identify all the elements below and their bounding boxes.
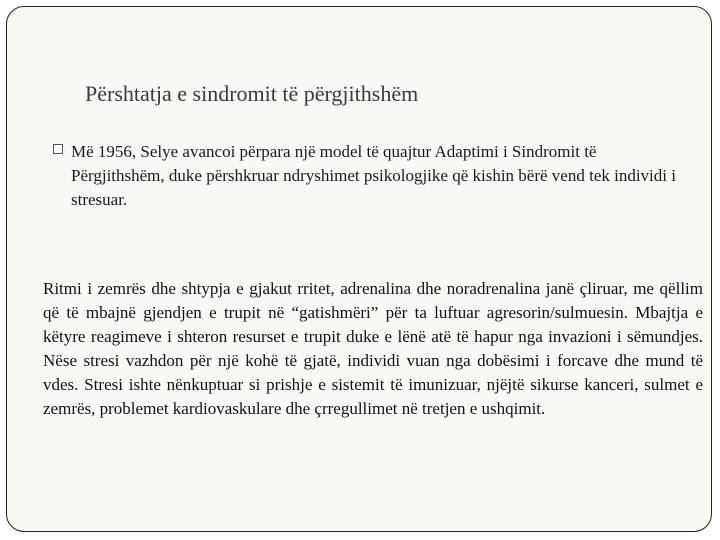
bullet-text: Më 1956, Selye avancoi përpara një model të quajtur Adaptimi i Sindromit të Përgjithshëm, duke përshkruar ndryshimet psikologjike që kishin bërë vend tek individi i stresuar. (71, 142, 676, 209)
square-bullet-icon (53, 144, 63, 154)
slide-title: Përshtatja e sindromit të përgjithshëm (85, 81, 419, 106)
bullet-item (53, 140, 693, 212)
slide-frame (6, 6, 712, 532)
body-paragraph: Ritmi i zemrës dhe shtypja e gjakut rritet, adrenalina dhe noradrenalina janë çliruar, me qëllim që të mbajnë gjendjen e trupit në “gatishmëri” për ta luftuar agresorin/sulmuesin. Mbajtja e këtyre reagimeve i shteron resurset e trupit duke e lënë atë të hapur nga invazioni i sëmundjes. Nëse stresi vazhdon për një kohë të gjatë, individi vuan nga dobësimi i forcave dhe mund të vdes. Stresi ishte nënkuptuar si prishje e sistemit të imunizuar, njëjtë sikurse kanceri, sulmet e zemrës, problemet kardiovaskulare dhe çrregullimet në tretjen e ushqimit. (43, 279, 703, 418)
